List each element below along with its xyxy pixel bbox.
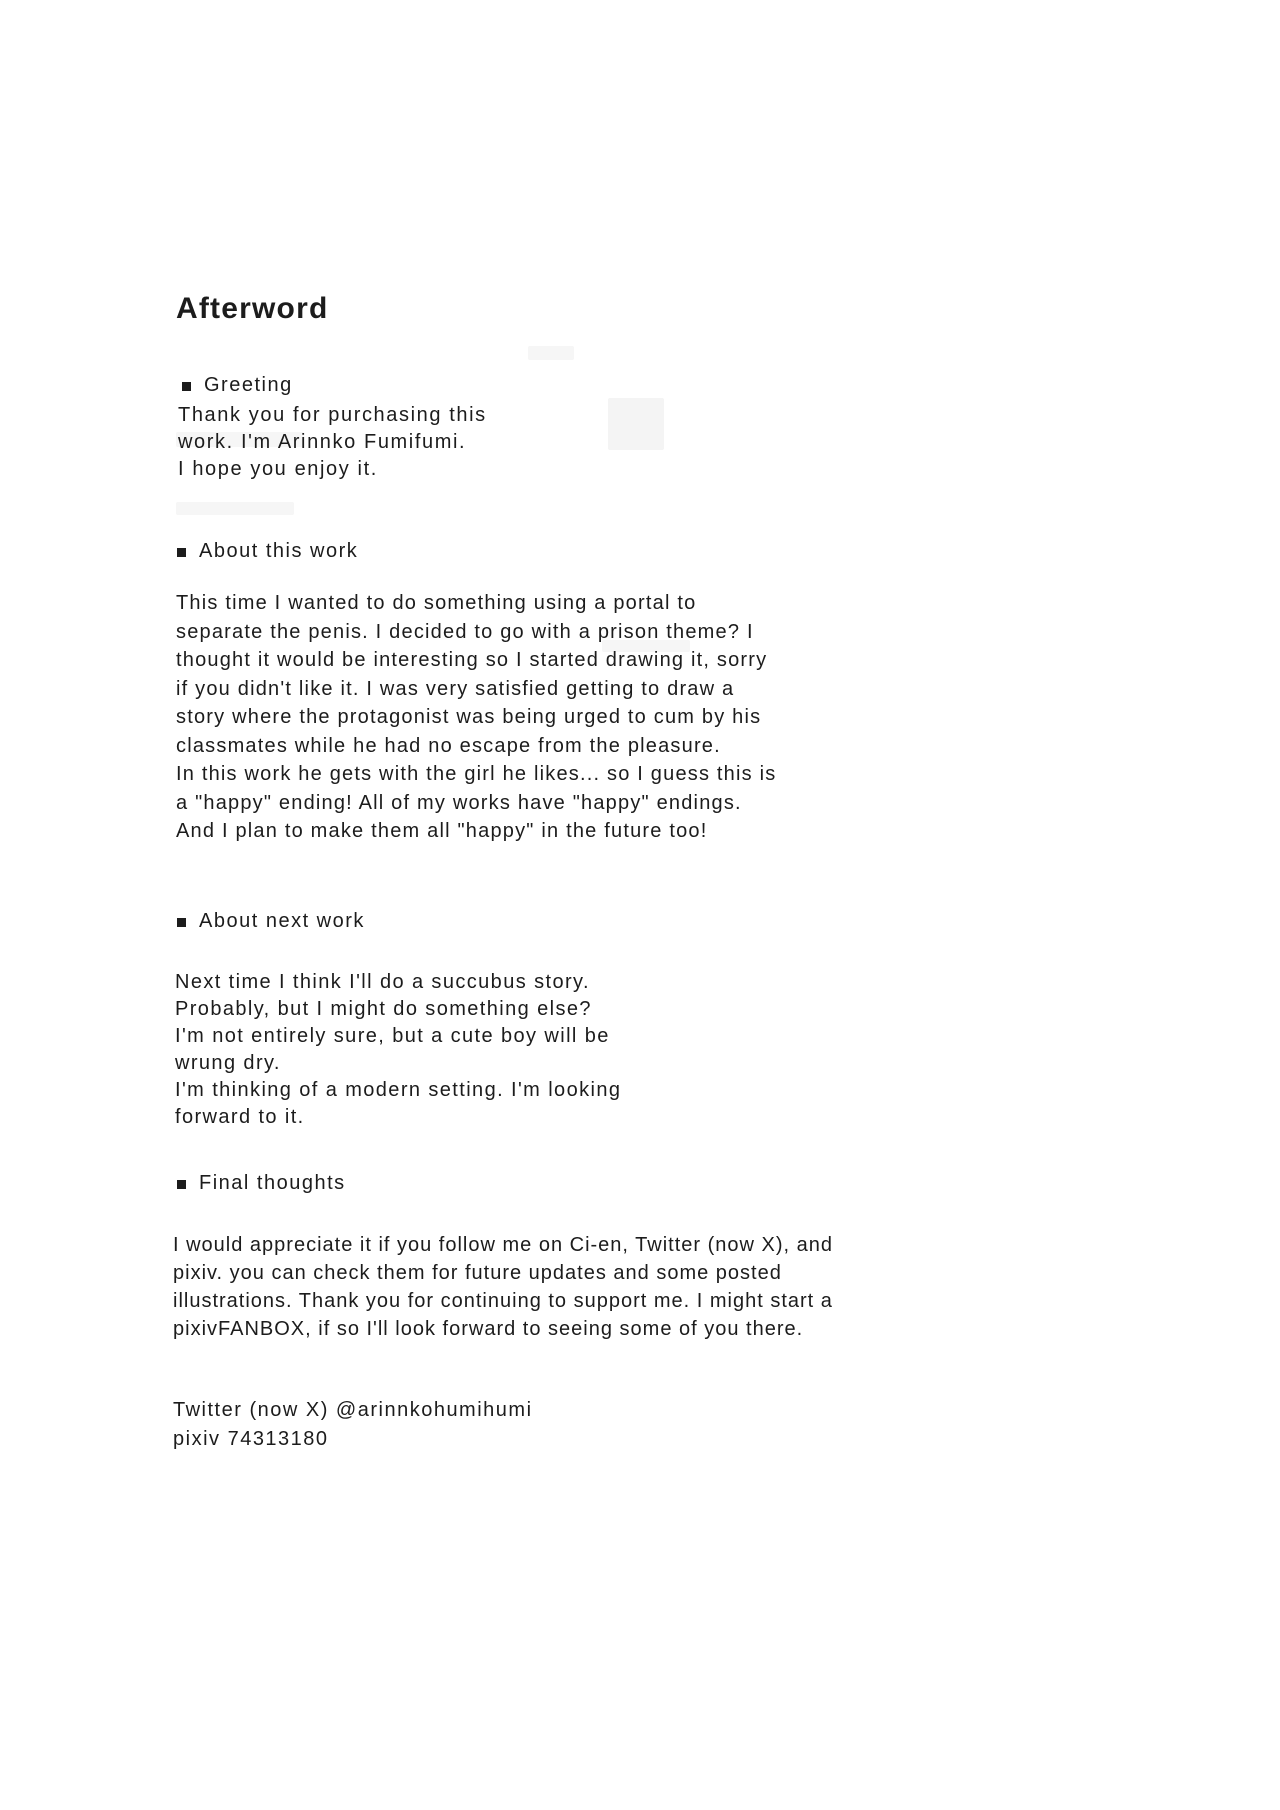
greeting-text-line: I hope you enjoy it. — [178, 458, 378, 480]
whiteout-artifact — [176, 502, 294, 515]
about-this-work-text-line: thought it would be interesting so I started drawing it, sorry — [176, 649, 768, 671]
section-heading-label: Final thoughts — [199, 1172, 346, 1194]
bullet-square-icon — [177, 918, 186, 927]
section-about-this-work — [177, 540, 776, 846]
final-thoughts-text-line: I would appreciate it if you follow me on Ci-en, Twitter (now X), and — [173, 1234, 834, 1256]
about-next-work-text-line: wrung dry. — [175, 1052, 281, 1074]
final-thoughts-text — [173, 1231, 833, 1343]
twitter-handle: Twitter (now X) @arinnkohumihumi — [173, 1399, 533, 1421]
bullet-square-icon — [177, 548, 186, 557]
bullet-square-icon — [177, 1180, 186, 1189]
final-thoughts-text-line: pixiv. you can check them for future updates and some posted — [173, 1262, 782, 1284]
section-heading-final-thoughts — [177, 1172, 833, 1195]
about-next-work-text-line: I'm not entirely sure, but a cute boy will be — [175, 1025, 610, 1047]
about-this-work-text-line: classmates while he had no escape from the pleasure. — [176, 734, 721, 757]
section-heading-greeting — [182, 374, 487, 397]
whiteout-artifact — [528, 346, 574, 360]
about-next-work-text-line: Probably, but I might do something else? — [175, 998, 592, 1020]
greeting-text-line: Thank you for purchasing this — [178, 404, 487, 426]
contact-info — [173, 1396, 533, 1453]
about-this-work-text-line: And I plan to make them all "happy" in the future too! — [176, 820, 708, 842]
section-greeting — [178, 374, 487, 483]
final-thoughts-text-line: pixivFANBOX, if so I'll look forward to seeing some of you there. — [173, 1318, 804, 1340]
page-title: Afterword — [176, 292, 329, 325]
about-this-work-text-line: if you didn't like it. I was very satisfied getting to draw a — [176, 677, 735, 700]
whiteout-artifact — [608, 398, 664, 450]
section-final-thoughts — [173, 1172, 834, 1343]
section-heading-about-next-work — [177, 910, 621, 933]
about-next-work-text-line: forward to it. — [175, 1106, 305, 1128]
section-heading-label: Greeting — [204, 374, 293, 396]
about-this-work-text-line: separate the penis. I decided to go with a prison theme? I — [176, 620, 754, 643]
about-this-work-text — [176, 589, 776, 846]
about-this-work-text-line: This time I wanted to do something using a portal to — [176, 592, 697, 614]
section-about-next-work — [177, 910, 621, 1131]
section-heading-about-this-work — [177, 540, 776, 563]
about-this-work-text-line: story where the protagonist was being urged to cum by his — [176, 706, 762, 728]
about-next-work-text-line: Next time I think I'll do a succubus story. — [175, 971, 590, 993]
about-next-work-text-line: I'm thinking of a modern setting. I'm looking — [175, 1079, 622, 1101]
greeting-text-line: work. I'm Arinnko Fumifumi. — [178, 431, 467, 453]
greeting-text — [178, 402, 487, 483]
section-heading-label: About next work — [199, 910, 365, 932]
final-thoughts-text-line: illustrations. Thank you for continuing to support me. I might start a — [173, 1290, 833, 1312]
about-next-work-text — [175, 969, 621, 1131]
pixiv-id: pixiv 74313180 — [173, 1427, 329, 1450]
about-this-work-text-line: a "happy" ending! All of my works have "happy" endings. — [176, 791, 742, 814]
about-this-work-text-line: In this work he gets with the girl he likes... so I guess this is — [176, 763, 777, 785]
bullet-square-icon — [182, 382, 191, 391]
section-heading-label: About this work — [199, 540, 359, 562]
